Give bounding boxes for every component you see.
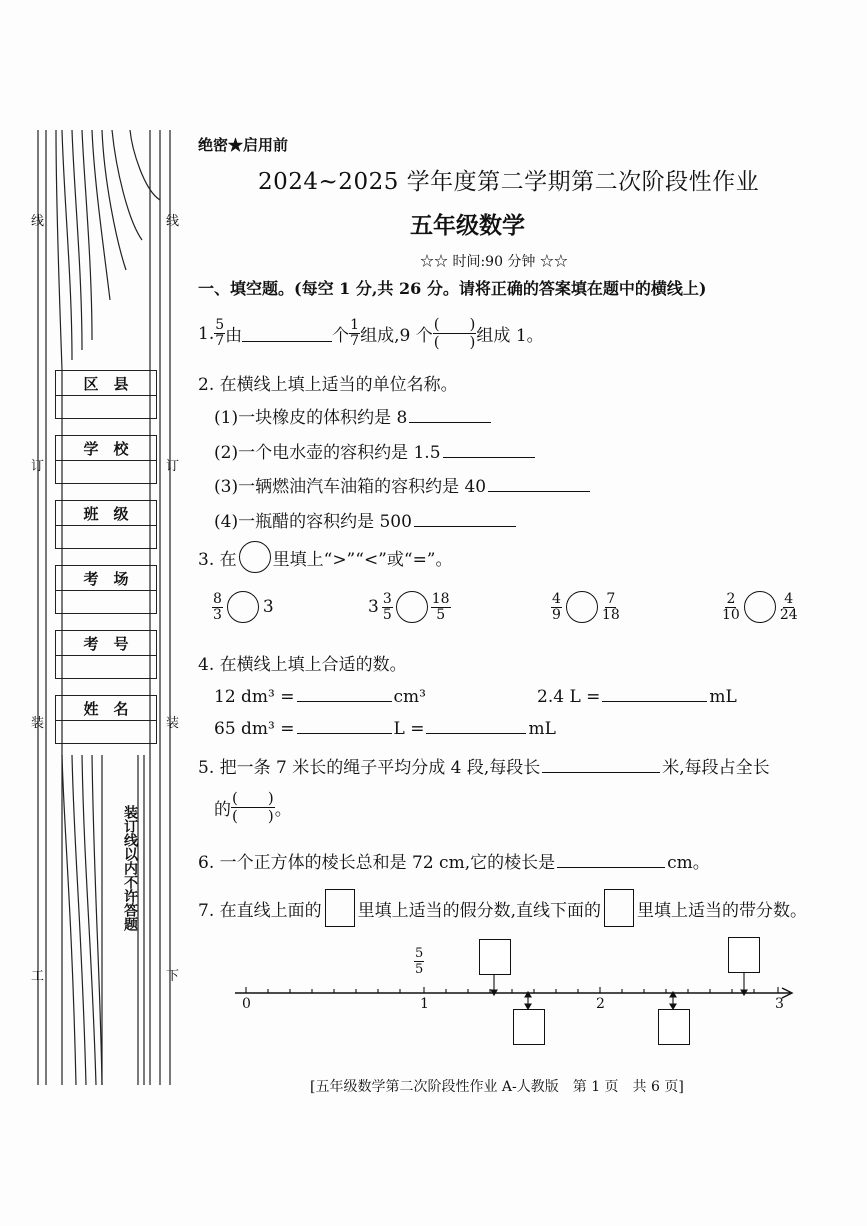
binding-char: 订 xyxy=(31,459,45,474)
question-4-item: 2.4 L = mL xyxy=(537,687,737,707)
tick-label: 0 xyxy=(242,996,251,1012)
answer-box-below[interactable] xyxy=(513,1009,545,1045)
compare-circle[interactable] xyxy=(744,591,776,623)
tick-label: 1 xyxy=(420,996,429,1012)
tick-label: 3 xyxy=(775,996,784,1012)
answer-blank[interactable] xyxy=(542,756,660,773)
question-6: 6. 一个正方体的棱长总和是 72 cm,它的棱长是 cm。 xyxy=(198,853,710,873)
subject-title: 五年级数学 xyxy=(410,213,525,239)
question-2-item: (4)一瓶醋的容积约是 500 xyxy=(214,507,516,532)
compare-item: $\frac{2}{10}$ $\frac{4}{24}$ xyxy=(722,590,798,623)
number-line-fraction: $\frac{5}{5}$ xyxy=(415,946,424,977)
compare-item: 3 $\frac{3}{5}$ $\frac{18}{5}$ xyxy=(368,590,450,623)
answer-box-below[interactable] xyxy=(658,1009,690,1045)
answer-blank[interactable] xyxy=(242,325,332,342)
question-5: 5. 把一条 7 米长的绳子平均分成 4 段,每段长 米,每段占全长 xyxy=(198,758,770,778)
compare-circle[interactable] xyxy=(227,591,259,623)
compare-circle[interactable] xyxy=(566,591,598,623)
tick-label: 2 xyxy=(596,996,605,1012)
binding-char: 工 xyxy=(31,969,45,984)
binding-char: 装 xyxy=(166,716,180,731)
answer-box-above[interactable] xyxy=(479,939,511,975)
question-4-item: 65 dm³ = L = mL xyxy=(214,719,556,739)
answer-blank[interactable] xyxy=(602,685,707,702)
compare-circle[interactable] xyxy=(396,591,428,623)
question-4-stem: 4. 在横线上填上合适的数。 xyxy=(198,655,407,675)
compare-item: $\frac{4}{9}$ $\frac{7}{18}$ xyxy=(552,590,620,623)
binding-char: 订 xyxy=(166,459,180,474)
exam-title: 2024~2025 学年度第二学期第二次阶段性作业 xyxy=(258,169,760,195)
answer-blank[interactable] xyxy=(426,717,526,734)
number-line-axis xyxy=(230,940,810,1075)
answer-blank[interactable] xyxy=(557,851,665,868)
binding-char: 线 xyxy=(31,214,45,229)
page-footer: [五年级数学第二次阶段性作业 A-人教版 第 1 页 共 6 页] xyxy=(310,1079,684,1095)
answer-blank[interactable] xyxy=(488,475,590,492)
compare-item: $\frac{8}{3}$ 3 xyxy=(213,590,274,623)
question-3-stem: 3. 在 里填上“>”“<”或“=”。 xyxy=(198,541,453,573)
section-heading: 一、填空题。(每空 1 分,共 26 分。请将正确的答案填在题中的横线上) xyxy=(198,279,707,298)
answer-blank[interactable] xyxy=(409,406,491,423)
binding-char: 线 xyxy=(166,214,180,229)
field-class[interactable]: 班 级 xyxy=(55,500,157,549)
question-4-item: 12 dm³ = cm³ xyxy=(214,687,426,707)
square-icon xyxy=(604,889,634,927)
square-icon xyxy=(325,889,355,927)
answer-fraction[interactable]: $\frac{( )}{( )}$ xyxy=(232,789,274,825)
question-2-item: (3)一辆燃油汽车油箱的容积约是 40 xyxy=(214,472,590,497)
question-2-stem: 2. 在横线上填上适当的单位名称。 xyxy=(198,375,458,395)
binding-notice: 装订线以内不许答题 xyxy=(122,805,138,931)
time-limit: ☆☆ 时间:90 分钟 ☆☆ xyxy=(420,254,568,270)
question-7: 7. 在直线上面的 里填上适当的假分数,直线下面的 里填上适当的带分数。 xyxy=(198,889,807,927)
question-5-cont: 的 $\frac{( )}{( )}$ 。 xyxy=(214,789,292,825)
secret-label: 绝密★启用前 xyxy=(198,136,289,154)
answer-blank[interactable] xyxy=(414,510,516,527)
field-exam-room[interactable]: 考 场 xyxy=(55,565,157,614)
answer-blank[interactable] xyxy=(297,685,392,702)
question-2-item: (2)一个电水壶的容积约是 1.5 xyxy=(214,438,535,463)
question-2-item: (1)一块橡皮的体积约是 8 xyxy=(214,403,491,428)
answer-box-above[interactable] xyxy=(728,937,760,973)
answer-blank[interactable] xyxy=(297,717,392,734)
binding-char: 下 xyxy=(166,969,180,984)
field-name[interactable]: 姓 名 xyxy=(55,695,157,744)
field-school[interactable]: 学 校 xyxy=(55,435,157,484)
answer-fraction[interactable]: $\frac{( )}{( )}$ xyxy=(433,315,476,351)
field-district[interactable]: 区 县 xyxy=(55,370,157,419)
answer-blank[interactable] xyxy=(443,441,535,458)
circle-icon xyxy=(239,541,271,573)
question-1: 1. $\frac{5}{7}$ 由 个 $\frac{1}{7}$ 组成,9 个 $\frac{( )}{( )}$ 组成 1。 xyxy=(198,315,544,351)
field-exam-number[interactable]: 考 号 xyxy=(55,630,157,679)
binding-char: 装 xyxy=(31,716,45,731)
number-line xyxy=(230,940,810,1075)
